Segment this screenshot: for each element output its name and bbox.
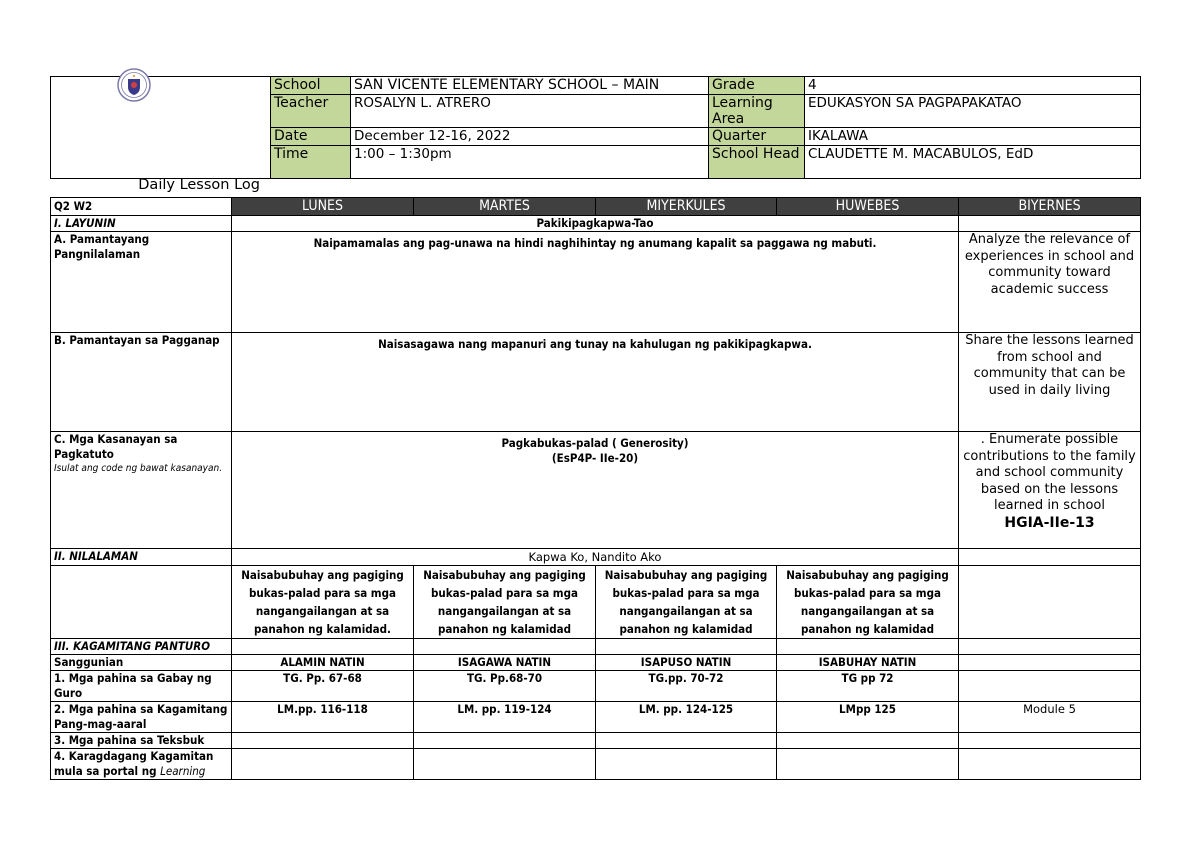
day-header-thursday: HUWEBES [777, 198, 959, 216]
nilalaman-label: II. NILALAMAN [51, 549, 232, 566]
nilalaman-friday [959, 549, 1141, 566]
layunin-topic: Pakikipagkapwa-Tao [232, 216, 959, 232]
nilalaman-wednesday: Naisabubuhay ang pagiging bukas-palad para sa mga nangangailangan at sa panahon ng kalamidad [596, 566, 777, 639]
portal-label-cell [51, 749, 232, 780]
lm-tuesday: LM. pp. 119-124 [414, 702, 596, 733]
empty-cell [414, 639, 596, 655]
kagamitan-lm-row [51, 702, 1141, 733]
layunin-row [51, 216, 1141, 232]
teksbuk-row [51, 733, 1141, 749]
week-label: Q2 W2 [51, 198, 232, 216]
empty-cell [959, 639, 1141, 655]
row-c-note: Isulat ang code ng bawat kasanayan. [54, 463, 223, 474]
lm-wednesday: LM. pp. 124-125 [596, 702, 777, 733]
nilalaman-row [51, 549, 1141, 566]
learning-area-label: Learning Area [709, 95, 805, 128]
grade-value: 4 [805, 77, 1141, 95]
row-c-content-1: Pagkabukas-palad ( Generosity) [501, 436, 689, 450]
nilalaman-topic: Kapwa Ko, Nandito Ako [232, 549, 959, 566]
row-a [51, 232, 1141, 333]
row-a-content: Naipamamalas ang pag-unawa na hindi naghihintay ng anumang kapalit sa paggawa ng mabuti. [232, 232, 959, 333]
guro-thursday: TG pp 72 [777, 671, 959, 702]
date-label: Date [271, 128, 351, 146]
row-b-content: Naisasagawa nang mapanuri ang tunay na kahulugan ng pakikipagkapwa. [232, 333, 959, 432]
date-value: December 12-16, 2022 [351, 128, 709, 146]
empty-cell [414, 733, 596, 749]
row-a-friday: Analyze the relevance of experiences in school and community toward academic success [959, 232, 1141, 333]
sanggunian-row [51, 655, 1141, 671]
empty-cell [596, 733, 777, 749]
day-header-friday: BIYERNES [959, 198, 1141, 216]
empty-cell [959, 671, 1141, 702]
row-c-friday-cell [959, 432, 1141, 549]
row-c-content-2: (EsP4P- IIe-20) [551, 451, 639, 465]
empty-cell [777, 749, 959, 780]
sanggunian-label: Sanggunian [51, 655, 232, 671]
deped-seal-icon [116, 67, 152, 107]
row-b-label: B. Pamantayan sa Pagganap [51, 333, 232, 432]
time-value: 1:00 – 1:30pm [351, 146, 709, 179]
empty-cell [777, 733, 959, 749]
nilalaman-daily-row [51, 566, 1141, 639]
nilalaman-thursday: Naisabubuhay ang pagiging bukas-palad para sa mga nangangailangan at sa panahon ng kalamidad [777, 566, 959, 639]
guro-wednesday: TG.pp. 70-72 [596, 671, 777, 702]
nilalaman-daily-label [51, 566, 232, 639]
day-header-tuesday: MARTES [414, 198, 596, 216]
empty-cell [232, 733, 414, 749]
quarter-label: Quarter [709, 128, 805, 146]
kagamitan-label: III. KAGAMITANG PANTURO [51, 639, 232, 655]
sanggunian-tuesday: ISAGAWA NATIN [414, 655, 596, 671]
row-b-friday: Share the lessons learned from school and community that can be used in daily living [959, 333, 1141, 432]
empty-cell [414, 749, 596, 780]
empty-cell [232, 749, 414, 780]
portal-label-italic: Learning [160, 764, 206, 778]
sanggunian-wednesday: ISAPUSO NATIN [596, 655, 777, 671]
row-b [51, 333, 1141, 432]
empty-cell [959, 733, 1141, 749]
layunin-label: I. LAYUNIN [51, 216, 232, 232]
nilalaman-tuesday: Naisabubuhay ang pagiging bukas-palad para sa mga nangangailangan at sa panahon ng kalamidad [414, 566, 596, 639]
quarter-value: IKALAWA [805, 128, 1141, 146]
lm-friday: Module 5 [959, 702, 1141, 733]
time-label: Time [271, 146, 351, 179]
gabay-guro-label: 1. Mga pahina sa Gabay ng Guro [51, 671, 232, 702]
empty-cell [596, 749, 777, 780]
guro-tuesday: TG. Pp.68-70 [414, 671, 596, 702]
empty-cell [959, 655, 1141, 671]
lm-monday: LM.pp. 116-118 [232, 702, 414, 733]
row-c-label-cell [51, 432, 232, 549]
empty-cell [777, 639, 959, 655]
kagamitan-row [51, 639, 1141, 655]
teacher-label: Teacher [271, 95, 351, 128]
row-c-label: C. Mga Kasanayan sa Pagkatuto [54, 432, 178, 461]
school-value: SAN VICENTE ELEMENTARY SCHOOL – MAIN [351, 77, 709, 95]
days-header-row [51, 198, 1141, 216]
portal-label: 4. Karagdagang Kagamitan mula sa portal ng [54, 749, 214, 778]
gabay-guro-row [51, 671, 1141, 702]
row-c-friday-code: HGIA-IIe-13 [1004, 514, 1095, 531]
portal-row [51, 749, 1141, 780]
school-head-value: CLAUDETTE M. MACABULOS, EdD [805, 146, 1141, 179]
kagamitan-lm-label: 2. Mga pahina sa Kagamitang Pang-mag-aaral [51, 702, 232, 733]
teacher-value: ROSALYN L. ATRERO [351, 95, 709, 128]
sanggunian-monday: ALAMIN NATIN [232, 655, 414, 671]
school-head-label: School Head [709, 146, 805, 179]
day-header-wednesday: MIYERKULES [596, 198, 777, 216]
empty-cell [959, 749, 1141, 780]
lm-thursday: LMpp 125 [777, 702, 959, 733]
row-c-friday: . Enumerate possible contributions to the family and school community based on the lessons learned in school [963, 432, 1136, 513]
empty-cell [596, 639, 777, 655]
learning-area-value: EDUKASYON SA PAGPAPAKATAO [805, 95, 1141, 128]
row-c-content-cell [232, 432, 959, 549]
logo-title-cell [51, 77, 271, 193]
daily-lesson-log-title: Daily Lesson Log [138, 177, 260, 193]
row-a-label: A. Pamantayang Pangnilalaman [51, 232, 232, 333]
nilalaman-monday: Naisabubuhay ang pagiging bukas-palad para sa mga nangangailangan at sa panahon ng kalamidad. [232, 566, 414, 639]
school-label: School [271, 77, 351, 95]
grade-label: Grade [709, 77, 805, 95]
header-table [50, 76, 1141, 193]
row-c [51, 432, 1141, 549]
day-header-monday: LUNES [232, 198, 414, 216]
empty-cell [232, 639, 414, 655]
guro-monday: TG. Pp. 67-68 [232, 671, 414, 702]
lesson-log-table [50, 197, 1141, 780]
nilalaman-friday-cell [959, 566, 1141, 639]
sanggunian-thursday: ISABUHAY NATIN [777, 655, 959, 671]
layunin-friday [959, 216, 1141, 232]
teksbuk-label: 3. Mga pahina sa Teksbuk [51, 733, 232, 749]
